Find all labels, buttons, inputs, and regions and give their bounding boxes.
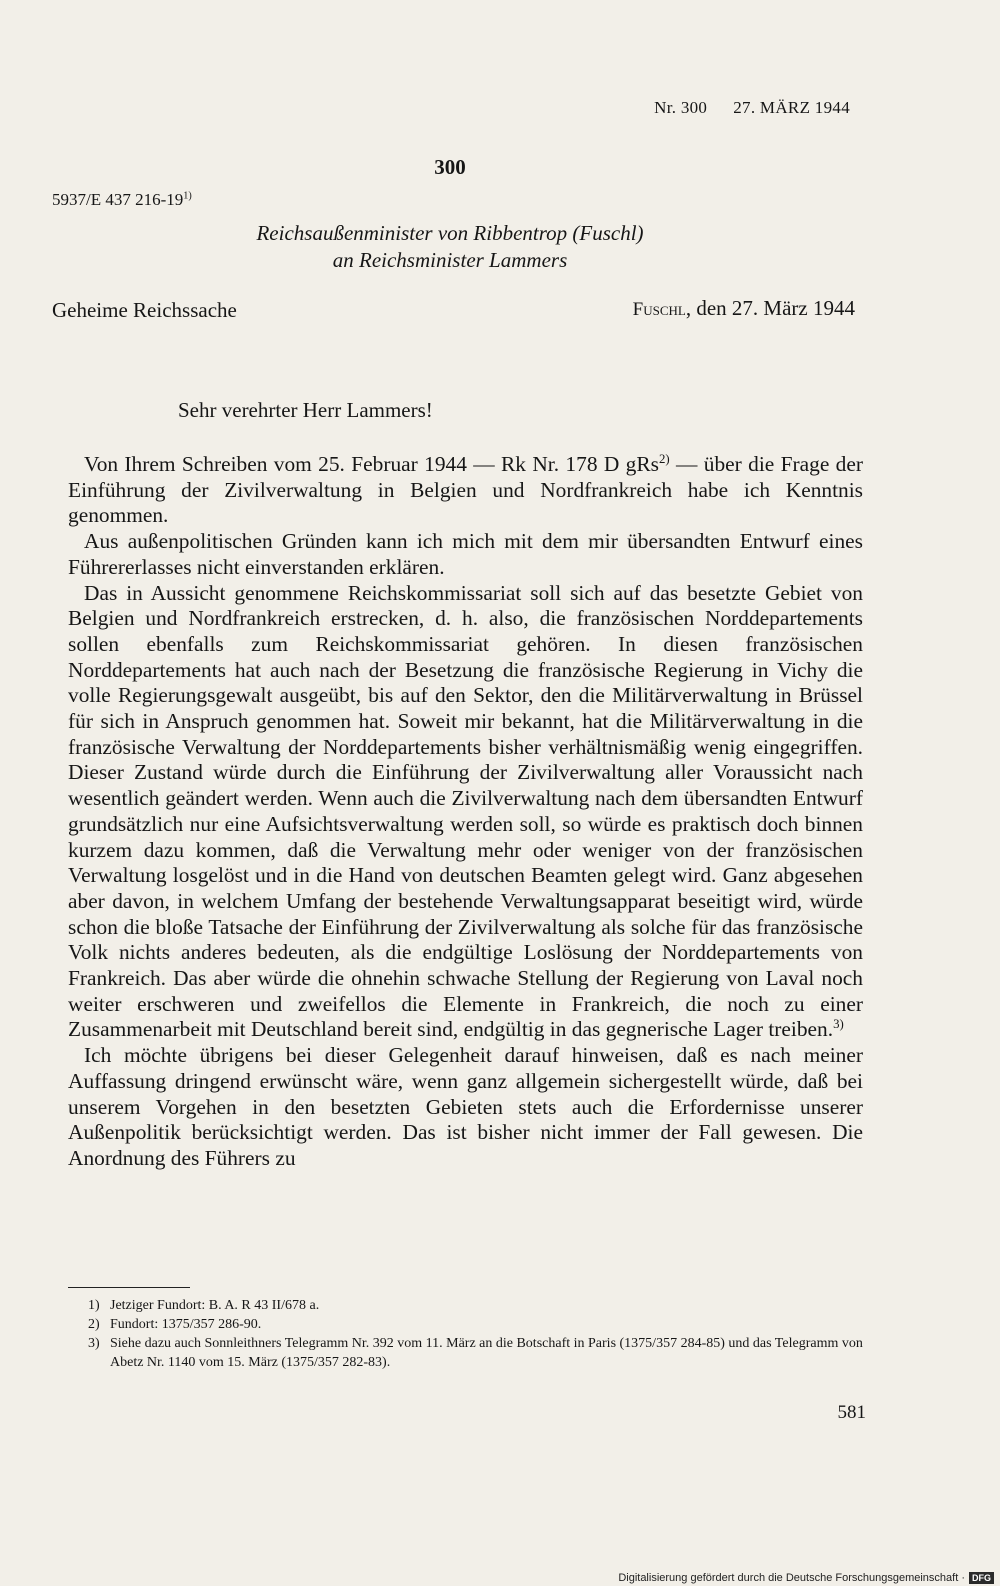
digitization-footer bbox=[618, 1572, 994, 1584]
salutation: Sehr verehrter Herr Lammers! bbox=[178, 398, 433, 422]
header-date: 27. MÄRZ 1944 bbox=[733, 98, 850, 117]
letter-body bbox=[68, 452, 863, 1172]
document-number: 300 bbox=[434, 155, 466, 179]
footnote-mark: 2) bbox=[88, 1317, 100, 1332]
paragraph-3 bbox=[68, 581, 863, 1044]
footnote-2 bbox=[88, 1315, 868, 1334]
paragraph-1-text-b: — über die Frage der Einführung der Zivilverwaltung in Belgien und Nordfrankreich habe ich Kenntnis genommen. bbox=[68, 452, 863, 528]
page-number: 581 bbox=[837, 1402, 866, 1423]
paragraph-1 bbox=[68, 452, 863, 529]
file-reference-text: 5937/E 437 216-19 bbox=[52, 190, 184, 209]
footnote-ref-1: 1) bbox=[183, 190, 192, 202]
title-line-1: Reichsaußenminister von Ribbentrop (Fuschl) bbox=[256, 221, 644, 245]
footer-text: Digitalisierung gefördert durch die Deutsche Forschungsgemeinschaft · bbox=[618, 1572, 965, 1584]
file-reference bbox=[52, 190, 192, 210]
paragraph-3-text: Das in Aussicht genommene Reichskommissariat soll sich auf das besetzte Gebiet von Belgien und Nordfrankreich erstrecken, d. h. also, die französischen Norddepartements sollen ebenfalls zum Reichskommissariat gehören. In diesen französischen Norddepartements hat auch nach der Besetzung die französische Regierung in Vichy die volle Regierungsgewalt ausgeübt, bis auf den Sektor, den die Militärverwaltung in Brüssel für sich in Anspruch genommen hat. Soweit mir bekannt, hat die Militärverwaltung in die französische Verwaltung der Norddepartements bisher verhältnismäßig wenig eingegriffen. Dieser Zustand würde durch die Einführung der Zivilverwaltung aller Voraussicht nach wesentlich geändert werden. Wenn auch die Zivilverwaltung nach dem übersandten Entwurf grundsätzlich nur eine Aufsichtsverwaltung werden soll, so würde es praktisch doch binnen kurzem dazu kommen, daß die Verwaltung mehr oder weniger von der französischen Verwaltung losgelöst und in die Hand von deutschen Beamten gelegt wird. Ganz abgesehen aber davon, in welchem Umfang der bestehende Verwaltungsapparat beseitigt wird, würde schon die bloße Tatsache der Einführung der Zivilverwaltung als solche für das französische Volk nichts anderes bedeuten, als die endgültige Loslösung der Norddepartements von Frankreich. Das aber würde die ohnehin schwache Stellung der Regierung von Laval noch weiter erschweren und zweifellos die Elemente in Frankreich, die noch zu einer Zusammenarbeit mit Deutschland bereit sind, endgültig in das gegnerische Lager treiben. bbox=[68, 580, 863, 1042]
footnote-ref-2: 2) bbox=[658, 451, 670, 466]
footnote-text: Siehe dazu auch Sonnleithners Telegramm Nr. 392 vom 11. März an die Botschaft in Paris (1375/357 284-85) und das Telegramm von Abetz Nr. 1140 vom 15. März (1375/357 282-83). bbox=[110, 1336, 863, 1370]
document-title bbox=[0, 220, 900, 274]
paragraph-1-text-a: Von Ihrem Schreiben vom 25. Februar 1944 — Rk Nr. 178 D gRs bbox=[84, 452, 659, 476]
place-name: Fuschl bbox=[632, 299, 686, 320]
header-number: Nr. 300 bbox=[654, 98, 708, 117]
footnote-mark: 3) bbox=[88, 1336, 100, 1351]
footnote-mark: 1) bbox=[88, 1298, 100, 1313]
footnote-ref-3: 3) bbox=[833, 1017, 844, 1032]
footnote-text: Jetziger Fundort: B. A. R 43 II/678 a. bbox=[110, 1298, 320, 1313]
date-text: , den 27. März 1944 bbox=[685, 296, 855, 320]
running-header bbox=[654, 98, 850, 118]
footnote-3 bbox=[88, 1334, 868, 1372]
place-date bbox=[633, 296, 855, 321]
footnote-1 bbox=[88, 1296, 868, 1315]
paragraph-4: Ich möchte übrigens bei dieser Gelegenheit darauf hinweisen, daß es nach meiner Auffassung dringend erwünscht wäre, wenn ganz allgemein sichergestellt würde, daß bei unserem Vorgehen in den besetzten Gebieten stets auch die Erfordernisse unserer Außenpolitik berücksichtigt werden. Das ist bisher nicht immer der Fall gewesen. Die Anordnung des Führers zu bbox=[68, 1043, 863, 1170]
classification: Geheime Reichssache bbox=[52, 298, 237, 322]
paragraph-2: Aus außenpolitischen Gründen kann ich mich mit dem mir übersandten Entwurf eines Führererlasses nicht einverstanden erklären. bbox=[68, 529, 863, 579]
title-line-2: an Reichsminister Lammers bbox=[332, 248, 568, 272]
footnotes bbox=[88, 1296, 868, 1372]
footnote-text: Fundort: 1375/357 286-90. bbox=[110, 1317, 262, 1332]
footnote-separator bbox=[68, 1287, 190, 1288]
dfg-logo-icon: DFG bbox=[969, 1572, 994, 1584]
